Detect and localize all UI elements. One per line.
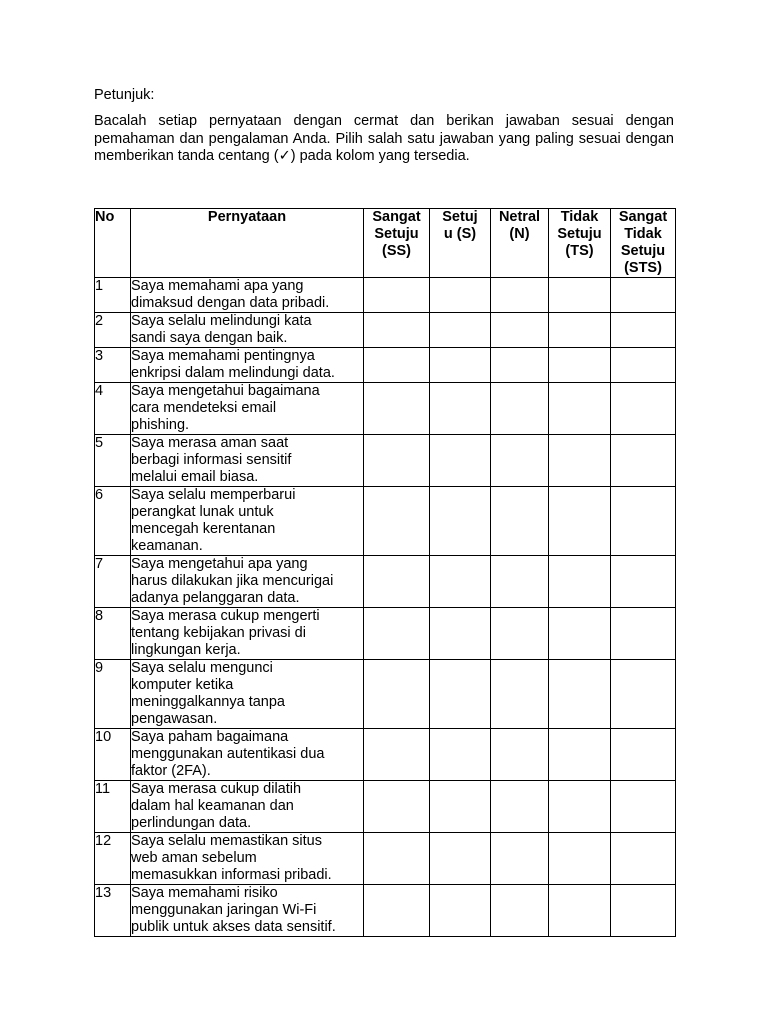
answer-cell-sts[interactable] xyxy=(611,348,676,383)
answer-cell-ss[interactable] xyxy=(364,435,430,487)
answer-cell-ss[interactable] xyxy=(364,313,430,348)
statement-line: Saya memahami pentingnya xyxy=(131,348,315,364)
statement-line: mencegah kerentanan xyxy=(131,521,276,537)
table-row xyxy=(95,313,676,348)
answer-cell-n[interactable] xyxy=(491,348,549,383)
answer-cell-s[interactable] xyxy=(430,660,491,729)
answer-cell-sts[interactable] xyxy=(611,313,676,348)
answer-cell-ts[interactable] xyxy=(549,383,611,435)
answer-cell-ts[interactable] xyxy=(549,833,611,885)
statement-line: Saya selalu memperbarui xyxy=(131,487,296,503)
answer-cell-n[interactable] xyxy=(491,313,549,348)
statement-line: enkripsi dalam melindungi data. xyxy=(131,365,335,381)
row-statement xyxy=(131,435,364,487)
header-line: Netral xyxy=(498,209,541,225)
answer-cell-s[interactable] xyxy=(430,383,491,435)
answer-cell-ss[interactable] xyxy=(364,383,430,435)
statement-line: harus dilakukan jika mencurigai xyxy=(131,573,334,589)
answer-cell-n[interactable] xyxy=(491,885,549,937)
answer-cell-n[interactable] xyxy=(491,833,549,885)
answer-cell-s[interactable] xyxy=(430,487,491,556)
statement-line: sandi saya dengan baik. xyxy=(131,330,288,346)
answer-cell-s[interactable] xyxy=(430,781,491,833)
row-statement xyxy=(131,348,364,383)
header-line: (SS) xyxy=(382,243,411,259)
statement-line: Saya selalu melindungi kata xyxy=(131,313,312,329)
answer-cell-ts[interactable] xyxy=(549,729,611,781)
answer-cell-ss[interactable] xyxy=(364,556,430,608)
table-row xyxy=(95,608,676,660)
statement-line: perangkat lunak untuk xyxy=(131,504,274,520)
table-row xyxy=(95,278,676,313)
row-number: 12 xyxy=(95,833,131,885)
row-number: 8 xyxy=(95,608,131,660)
table-header-row xyxy=(95,209,676,278)
answer-cell-ss[interactable] xyxy=(364,348,430,383)
answer-cell-sts[interactable] xyxy=(611,660,676,729)
row-statement xyxy=(131,729,364,781)
header-line: Setuju xyxy=(374,226,419,242)
answer-cell-s[interactable] xyxy=(430,729,491,781)
answer-cell-sts[interactable] xyxy=(611,556,676,608)
answer-cell-ts[interactable] xyxy=(549,435,611,487)
instructions-heading: Petunjuk: xyxy=(94,87,155,103)
answer-cell-ts[interactable] xyxy=(549,660,611,729)
answer-cell-ss[interactable] xyxy=(364,278,430,313)
answer-cell-sts[interactable] xyxy=(611,383,676,435)
statement-line: web aman sebelum xyxy=(131,850,257,866)
row-statement xyxy=(131,313,364,348)
answer-cell-sts[interactable] xyxy=(611,278,676,313)
row-number: 3 xyxy=(95,348,131,383)
row-statement xyxy=(131,885,364,937)
statement-line: melalui email biasa. xyxy=(131,469,259,485)
answer-cell-sts[interactable] xyxy=(611,885,676,937)
header-statement: Pernyataan xyxy=(131,209,364,278)
row-number: 1 xyxy=(95,278,131,313)
table-row xyxy=(95,729,676,781)
row-statement xyxy=(131,781,364,833)
row-number: 5 xyxy=(95,435,131,487)
answer-cell-sts[interactable] xyxy=(611,833,676,885)
statement-line: memasukkan informasi pribadi. xyxy=(131,867,332,883)
statement-line: Saya merasa cukup mengerti xyxy=(131,608,320,624)
header-option-ts xyxy=(549,209,611,278)
answer-cell-ts[interactable] xyxy=(549,348,611,383)
statement-line: meninggalkannya tanpa xyxy=(131,694,285,710)
table-row xyxy=(95,885,676,937)
statement-line: komputer ketika xyxy=(131,677,234,693)
table-row xyxy=(95,781,676,833)
table-row xyxy=(95,660,676,729)
statement-line: Saya mengetahui bagaimana xyxy=(131,383,320,399)
answer-cell-sts[interactable] xyxy=(611,781,676,833)
statement-line: Saya merasa aman saat xyxy=(131,435,289,451)
answer-cell-sts[interactable] xyxy=(611,435,676,487)
answer-cell-s[interactable] xyxy=(430,885,491,937)
answer-cell-n[interactable] xyxy=(491,729,549,781)
statement-line: lingkungan kerja. xyxy=(131,642,241,658)
survey-table xyxy=(94,208,676,937)
statement-line: Saya selalu mengunci xyxy=(131,660,273,676)
answer-cell-sts[interactable] xyxy=(611,729,676,781)
answer-cell-ss[interactable] xyxy=(364,833,430,885)
statement-line: keamanan. xyxy=(131,538,203,554)
statement-line: Saya memahami apa yang xyxy=(131,278,304,294)
table-row xyxy=(95,348,676,383)
answer-cell-n[interactable] xyxy=(491,781,549,833)
answer-cell-ts[interactable] xyxy=(549,278,611,313)
answer-cell-s[interactable] xyxy=(430,608,491,660)
instructions-text: Bacalah setiap pernyataan dengan cermat dan berikan jawaban sesuai dengan pemahaman dan pengalaman Anda. Pilih salah satu jawaban yang paling sesuai dengan memberikan tanda centang (✓) pada kolom yang tersedia. xyxy=(94,113,674,164)
statement-line: Saya merasa cukup dilatih xyxy=(131,781,302,797)
header-line: Tidak xyxy=(624,226,662,242)
statement-line: Saya selalu memastikan situs xyxy=(131,833,322,849)
answer-cell-ss[interactable] xyxy=(364,608,430,660)
header-line: Tidak xyxy=(560,209,599,225)
table-row xyxy=(95,833,676,885)
row-number: 9 xyxy=(95,660,131,729)
table-row xyxy=(95,487,676,556)
answer-cell-ts[interactable] xyxy=(549,885,611,937)
table-row xyxy=(95,556,676,608)
answer-cell-sts[interactable] xyxy=(611,487,676,556)
answer-cell-s[interactable] xyxy=(430,278,491,313)
row-number: 11 xyxy=(95,781,131,833)
statement-line: Saya paham bagaimana xyxy=(131,729,289,745)
header-option-sts xyxy=(611,209,676,278)
statement-line: cara mendeteksi email xyxy=(131,400,277,416)
table-row xyxy=(95,435,676,487)
row-statement xyxy=(131,487,364,556)
answer-cell-s[interactable] xyxy=(430,435,491,487)
statement-line: faktor (2FA). xyxy=(131,763,211,779)
statement-line: menggunakan jaringan Wi-Fi xyxy=(131,902,317,918)
survey-table-body xyxy=(95,278,676,937)
statement-line: Saya memahami risiko xyxy=(131,885,278,901)
answer-cell-ts[interactable] xyxy=(549,487,611,556)
answer-cell-ts[interactable] xyxy=(549,313,611,348)
row-number: 2 xyxy=(95,313,131,348)
answer-cell-n[interactable] xyxy=(491,278,549,313)
answer-cell-ss[interactable] xyxy=(364,729,430,781)
row-statement xyxy=(131,556,364,608)
row-number: 6 xyxy=(95,487,131,556)
row-number: 7 xyxy=(95,556,131,608)
answer-cell-n[interactable] xyxy=(491,660,549,729)
header-line: Setuju xyxy=(620,243,666,259)
statement-line: dimaksud dengan data pribadi. xyxy=(131,295,330,311)
statement-line: dalam hal keamanan dan xyxy=(131,798,294,814)
header-line: (N) xyxy=(509,226,530,242)
header-line: Sangat xyxy=(372,209,421,225)
table-row xyxy=(95,383,676,435)
answer-cell-s[interactable] xyxy=(430,348,491,383)
answer-cell-ss[interactable] xyxy=(364,660,430,729)
row-statement xyxy=(131,833,364,885)
header-line: (TS) xyxy=(565,243,594,259)
header-line: Setuj xyxy=(442,209,478,225)
statement-line: phishing. xyxy=(131,417,190,433)
header-line: u (S) xyxy=(443,226,477,242)
statement-line: perlindungan data. xyxy=(131,815,252,831)
header-no: No xyxy=(95,209,131,278)
answer-cell-ts[interactable] xyxy=(549,781,611,833)
statement-line: adanya pelanggaran data. xyxy=(131,590,300,606)
header-line: Setuju xyxy=(557,226,602,242)
row-number: 4 xyxy=(95,383,131,435)
statement-line: tentang kebijakan privasi di xyxy=(131,625,306,641)
header-line: (STS) xyxy=(624,260,662,276)
answer-cell-ss[interactable] xyxy=(364,487,430,556)
row-number: 13 xyxy=(95,885,131,937)
answer-cell-n[interactable] xyxy=(491,435,549,487)
answer-cell-s[interactable] xyxy=(430,556,491,608)
answer-cell-n[interactable] xyxy=(491,556,549,608)
header-line: Sangat xyxy=(618,209,668,225)
answer-cell-s[interactable] xyxy=(430,833,491,885)
header-option-n xyxy=(491,209,549,278)
row-statement xyxy=(131,660,364,729)
answer-cell-n[interactable] xyxy=(491,487,549,556)
statement-line: publik untuk akses data sensitif. xyxy=(131,919,336,935)
answer-cell-ts[interactable] xyxy=(549,608,611,660)
answer-cell-ss[interactable] xyxy=(364,885,430,937)
answer-cell-n[interactable] xyxy=(491,383,549,435)
statement-line: berbagi informasi sensitif xyxy=(131,452,292,468)
row-statement xyxy=(131,278,364,313)
answer-cell-sts[interactable] xyxy=(611,608,676,660)
statement-line: pengawasan. xyxy=(131,711,218,727)
answer-cell-ss[interactable] xyxy=(364,781,430,833)
row-statement xyxy=(131,383,364,435)
answer-cell-s[interactable] xyxy=(430,313,491,348)
statement-line: menggunakan autentikasi dua xyxy=(131,746,325,762)
row-statement xyxy=(131,608,364,660)
header-option-ss xyxy=(364,209,430,278)
header-option-s xyxy=(430,209,491,278)
answer-cell-ts[interactable] xyxy=(549,556,611,608)
statement-line: Saya mengetahui apa yang xyxy=(131,556,308,572)
row-number: 10 xyxy=(95,729,131,781)
answer-cell-n[interactable] xyxy=(491,608,549,660)
